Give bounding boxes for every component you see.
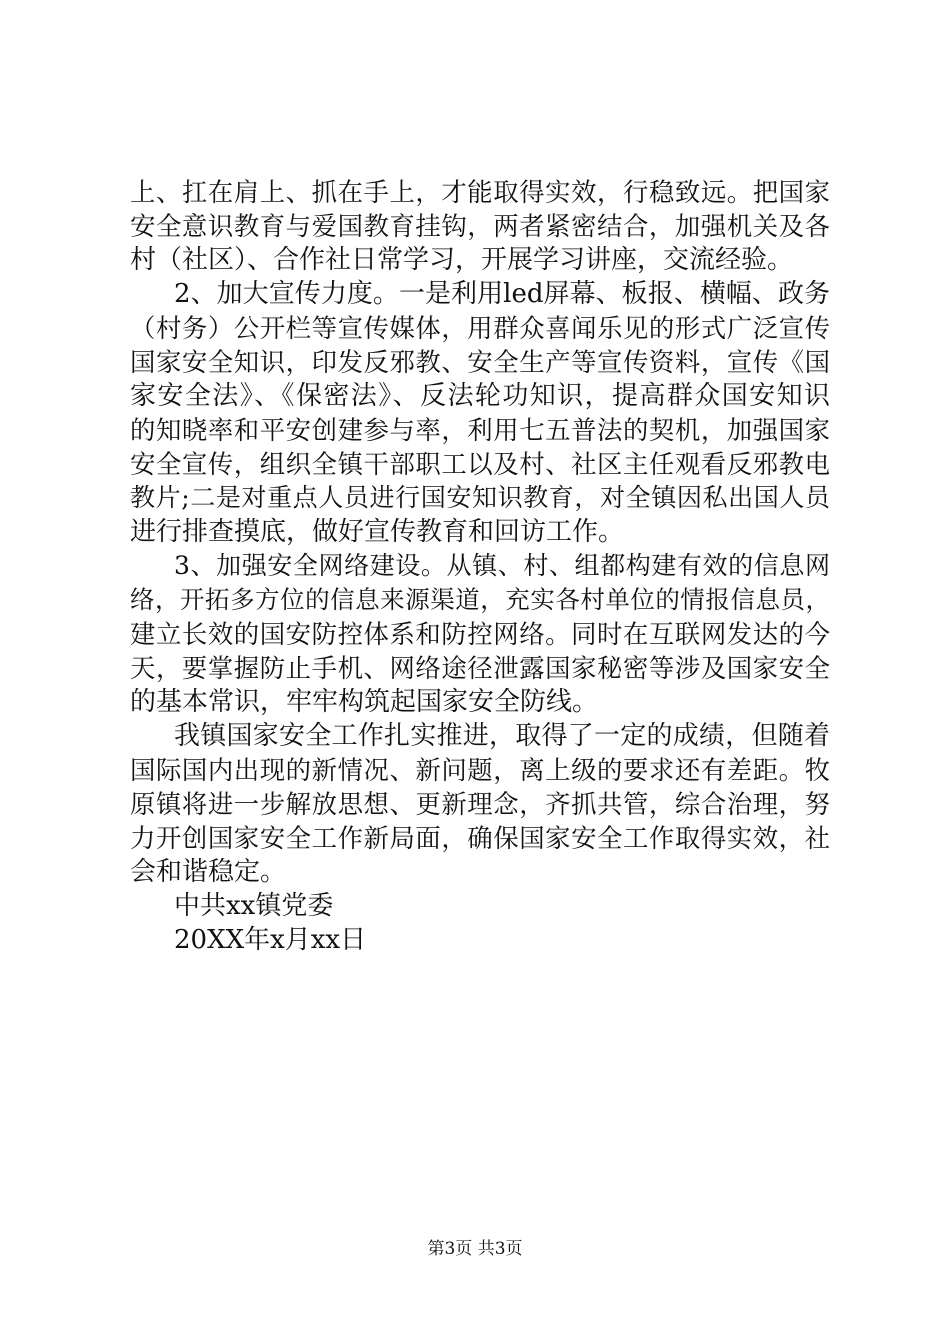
text-line: 上、扛在肩上、抓在手上，才能取得实效，行稳致远。把国家 [130,177,830,207]
signature-organization: 中共xx镇党委 [174,891,334,921]
text-line: 的基本常识，牢牢构筑起国家安全防线。 [130,687,599,717]
text-line: 原镇将进一步解放思想、更新理念，齐抓共管，综合治理，努 [130,789,830,819]
text-line: 教片;二是对重点人员进行国安知识教育，对全镇因私出国人员 [130,483,830,512]
text-line: 安全宣传，组织全镇干部职工以及村、社区主任观看反邪教电 [130,449,830,479]
text-line: 建立长效的国安防控体系和防控网络。同时在互联网发达的今 [130,619,830,649]
text-line: 络，开拓多方位的信息来源渠道，充实各村单位的情报信息员， [130,585,830,614]
signature-date: 20XX年x月xx日 [174,925,367,955]
text-line: 的知晓率和平安创建参与率，利用七五普法的契机，加强国家 [130,415,830,445]
text-line: 2、加大宣传力度。一是利用led屏幕、板报、横幅、政务 [174,279,830,309]
text-line: 会和谐稳定。 [130,857,287,887]
text-line: 力开创国家安全工作新局面，确保国家安全工作取得实效，社 [130,823,830,853]
text-line: （村务）公开栏等宣传媒体，用群众喜闻乐见的形式广泛宣传 [130,313,830,343]
text-line: 国际国内出现的新情况、新问题，离上级的要求还有差距。牧 [130,755,830,785]
text-line: 家安全法》、《保密法》、反法轮功知识，提高群众国安知识 [130,381,830,411]
text-line: 3、加强安全网络建设。从镇、村、组都构建有效的信息网 [174,551,830,580]
text-line: 进行排查摸底，做好宣传教育和回访工作。 [130,517,625,547]
text-line: 我镇国家安全工作扎实推进，取得了一定的成绩，但随着 [174,721,830,751]
text-line: 村（社区）、合作社日常学习，开展学习讲座，交流经验。 [130,245,794,275]
text-line: 安全意识教育与爱国教育挂钩，两者紧密结合，加强机关及各 [130,211,830,241]
text-line: 天，要掌握防止手机、网络途径泄露国家秘密等涉及国家安全 [130,653,830,683]
page-number: 第3页 共3页 [427,1239,523,1259]
text-line: 国家安全知识，印发反邪教、安全生产等宣传资料，宣传《国 [130,347,830,377]
